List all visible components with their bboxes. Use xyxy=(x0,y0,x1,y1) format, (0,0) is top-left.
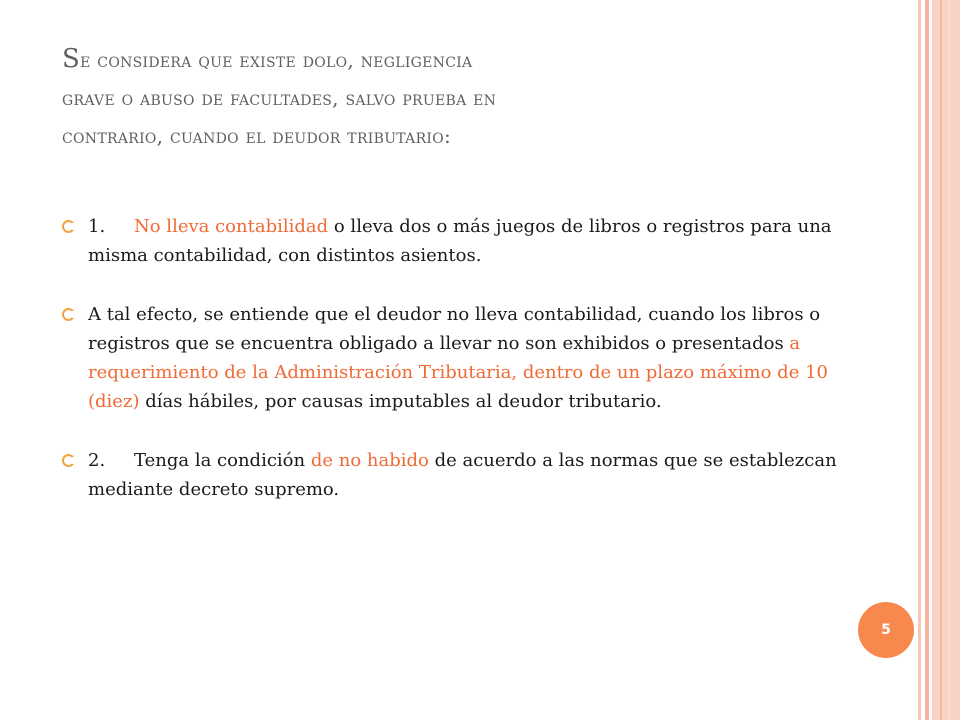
stripe xyxy=(940,0,942,720)
stripe xyxy=(925,0,929,720)
title-line-2: grave o abuso de facultades, salvo prueba en xyxy=(62,86,497,110)
stripe xyxy=(918,0,921,720)
bullet-item-1 xyxy=(62,212,852,270)
bullet-item-3 xyxy=(62,446,852,504)
stripe xyxy=(948,0,951,720)
bullet-marker-icon xyxy=(62,308,75,321)
stripe xyxy=(932,0,960,720)
bullet-item-2 xyxy=(62,300,852,416)
title-line-1: e considera que existe dolo, negligencia xyxy=(80,48,473,72)
bullet-marker-icon xyxy=(62,454,75,467)
bullet-text: Tenga la condición xyxy=(134,450,311,471)
bullet-highlight: No lleva contabilidad xyxy=(134,216,329,237)
title-line-3: contrario, cuando el deudor tributario: xyxy=(62,124,452,148)
bullet-marker-icon xyxy=(62,220,75,233)
slide-title xyxy=(62,40,882,155)
page-number-badge: 5 xyxy=(858,602,914,658)
bullet-number: 1. xyxy=(88,216,106,237)
bullet-list xyxy=(62,212,852,504)
bullet-text: días hábiles, por causas imputables al deudor tributario. xyxy=(139,391,662,412)
bullet-highlight: a requerimiento de la Administración Tributaria, dentro de un plazo máximo de 10 (diez) xyxy=(88,333,828,412)
title-initial: S xyxy=(62,44,81,74)
bullet-text: de acuerdo a las normas que se establezcan mediante decreto supremo. xyxy=(88,450,837,500)
bullet-text: o lleva dos o más juegos de libros o registros para una misma contabilidad, con distintos asientos. xyxy=(88,216,832,266)
decorative-stripes xyxy=(918,0,960,720)
bullet-number: 2. xyxy=(88,450,106,471)
bullet-highlight: de no habido xyxy=(310,450,429,471)
bullet-text: A tal efecto, se entiende que el deudor no lleva contabilidad, cuando los libros o registros que se encuentra obligado a llevar no son exhibidos o presentados xyxy=(88,304,821,354)
